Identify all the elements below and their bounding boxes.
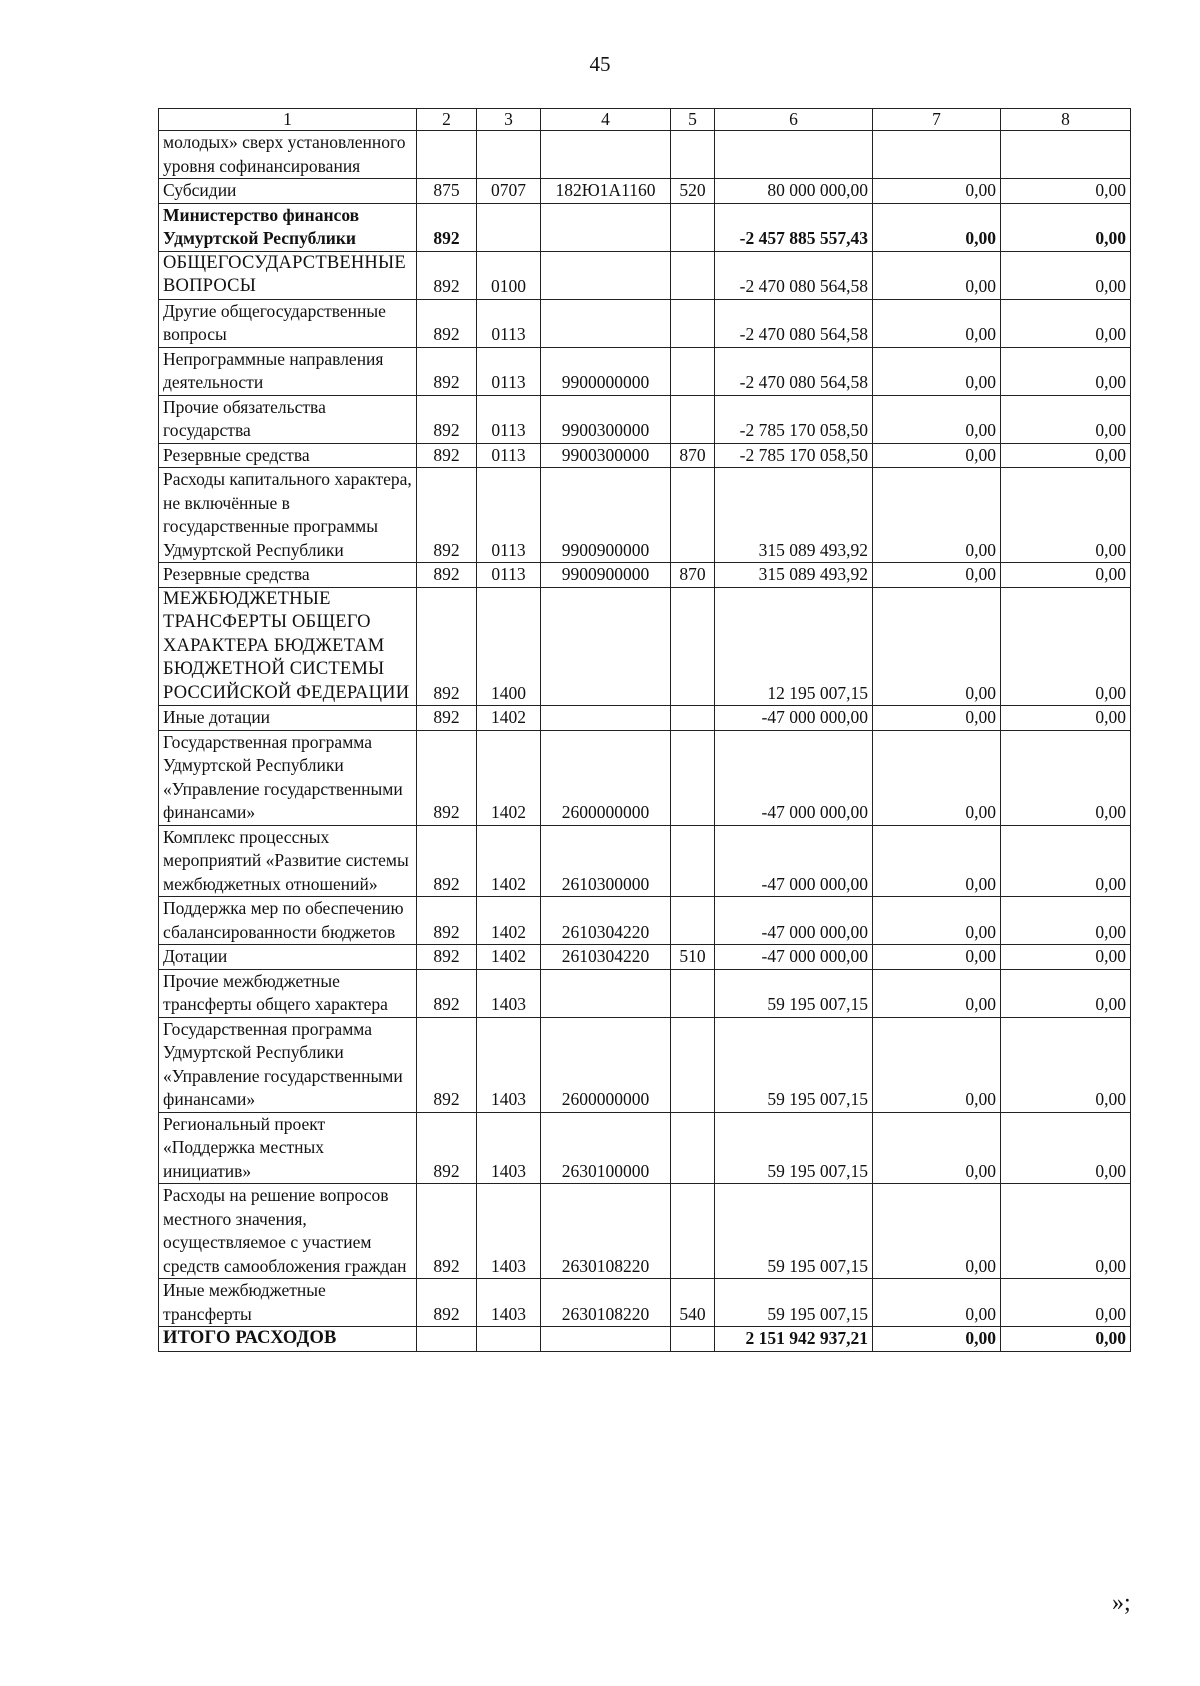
- section-code-cell: 0113: [477, 299, 541, 347]
- amount-cell-col8: 0,00: [1001, 443, 1131, 468]
- target-article-cell: [541, 203, 671, 251]
- table-row: [159, 347, 1131, 395]
- amount-cell-col8: 0,00: [1001, 825, 1131, 897]
- row-name-cell: молодых» сверх установленного уровня софинансирования: [159, 131, 417, 179]
- ministry-code-cell: 892: [417, 1017, 477, 1112]
- table-row: [159, 587, 1131, 706]
- row-name-cell: Прочие межбюджетные трансферты общего характера: [159, 969, 417, 1017]
- amount-cell-col7: 0,00: [873, 969, 1001, 1017]
- amount-cell-col6: -47 000 000,00: [715, 897, 873, 945]
- column-number: 3: [477, 109, 541, 131]
- amount-cell-col6: 59 195 007,15: [715, 1279, 873, 1327]
- row-name-cell: Комплекс процессных мероприятий «Развитие системы межбюджетных отношений»: [159, 825, 417, 897]
- row-name-cell: Дотации: [159, 945, 417, 970]
- amount-cell-col6: 2 151 942 937,21: [715, 1327, 873, 1352]
- section-code-cell: 1400: [477, 587, 541, 706]
- column-number: 8: [1001, 109, 1131, 131]
- section-code-cell: 0707: [477, 179, 541, 204]
- expense-type-cell: [671, 969, 715, 1017]
- amount-cell-col7: 0,00: [873, 299, 1001, 347]
- amount-cell-col8: 0,00: [1001, 730, 1131, 825]
- amount-cell-col7: 0,00: [873, 825, 1001, 897]
- amount-cell-col8: 0,00: [1001, 251, 1131, 299]
- target-article-cell: 2630108220: [541, 1279, 671, 1327]
- table-row: [159, 706, 1131, 731]
- ministry-code-cell: 892: [417, 468, 477, 563]
- amount-cell-col7: 0,00: [873, 468, 1001, 563]
- target-article-cell: 182Ю1А1160: [541, 179, 671, 204]
- amount-cell-col8: 0,00: [1001, 179, 1131, 204]
- ministry-code-cell: 892: [417, 203, 477, 251]
- table-row: [159, 563, 1131, 588]
- amount-cell-col8: 0,00: [1001, 706, 1131, 731]
- amount-cell-col6: -2 470 080 564,58: [715, 251, 873, 299]
- target-article-cell: 2630100000: [541, 1112, 671, 1184]
- section-code-cell: 1402: [477, 945, 541, 970]
- amount-cell-col6: -2 785 170 058,50: [715, 443, 873, 468]
- ministry-code-cell: 892: [417, 1112, 477, 1184]
- amount-cell-col7: 0,00: [873, 347, 1001, 395]
- section-code-cell: 0113: [477, 468, 541, 563]
- target-article-cell: 9900000000: [541, 347, 671, 395]
- ministry-code-cell: 892: [417, 969, 477, 1017]
- amount-cell-col6: -2 470 080 564,58: [715, 299, 873, 347]
- amount-cell-col7: 0,00: [873, 1184, 1001, 1279]
- amount-cell-col8: 0,00: [1001, 563, 1131, 588]
- expense-type-cell: [671, 1112, 715, 1184]
- table-row: [159, 179, 1131, 204]
- expense-type-cell: [671, 468, 715, 563]
- section-code-cell: 1403: [477, 1184, 541, 1279]
- section-code-cell: 0100: [477, 251, 541, 299]
- target-article-cell: [541, 251, 671, 299]
- table-row: [159, 1327, 1131, 1352]
- amount-cell-col6: -47 000 000,00: [715, 730, 873, 825]
- ministry-code-cell: 892: [417, 945, 477, 970]
- ministry-code-cell: [417, 1327, 477, 1352]
- amount-cell-col7: 0,00: [873, 179, 1001, 204]
- expense-type-cell: 540: [671, 1279, 715, 1327]
- page-number: 45: [589, 52, 611, 76]
- budget-table: [158, 108, 1131, 1352]
- amount-cell-col8: 0,00: [1001, 1017, 1131, 1112]
- amount-cell-col8: 0,00: [1001, 587, 1131, 706]
- section-code-cell: 1403: [477, 1279, 541, 1327]
- target-article-cell: [541, 969, 671, 1017]
- amount-cell-col7: 0,00: [873, 1112, 1001, 1184]
- row-name-cell: Поддержка мер по обеспечению сбалансированности бюджетов: [159, 897, 417, 945]
- amount-cell-col6: 315 089 493,92: [715, 563, 873, 588]
- ministry-code-cell: 892: [417, 706, 477, 731]
- section-code-cell: 1402: [477, 825, 541, 897]
- amount-cell-col6: 59 195 007,15: [715, 1017, 873, 1112]
- ministry-code-cell: [417, 131, 477, 179]
- table-row: [159, 945, 1131, 970]
- amount-cell-col6: 315 089 493,92: [715, 468, 873, 563]
- row-name-cell: Резервные средства: [159, 443, 417, 468]
- amount-cell-col8: 0,00: [1001, 1327, 1131, 1352]
- section-code-cell: 1403: [477, 969, 541, 1017]
- table-row: [159, 1184, 1131, 1279]
- target-article-cell: 2630108220: [541, 1184, 671, 1279]
- amount-cell-col6: 12 195 007,15: [715, 587, 873, 706]
- amount-cell-col6: -47 000 000,00: [715, 945, 873, 970]
- row-name-cell: Резервные средства: [159, 563, 417, 588]
- expense-type-cell: [671, 131, 715, 179]
- ministry-code-cell: 892: [417, 730, 477, 825]
- section-code-cell: 1402: [477, 897, 541, 945]
- row-name-cell: Непрограммные направления деятельности: [159, 347, 417, 395]
- expense-type-cell: [671, 730, 715, 825]
- section-code-cell: [477, 1327, 541, 1352]
- target-article-cell: [541, 587, 671, 706]
- table-row: [159, 251, 1131, 299]
- section-code-cell: [477, 131, 541, 179]
- ministry-code-cell: 892: [417, 347, 477, 395]
- amount-cell-col7: 0,00: [873, 1279, 1001, 1327]
- amount-cell-col7: 0,00: [873, 563, 1001, 588]
- amount-cell-col7: 0,00: [873, 730, 1001, 825]
- closing-quote-mark: »;: [1112, 1590, 1131, 1616]
- section-code-cell: 1402: [477, 706, 541, 731]
- expense-type-cell: [671, 203, 715, 251]
- target-article-cell: 9900900000: [541, 468, 671, 563]
- ministry-code-cell: 892: [417, 1184, 477, 1279]
- amount-cell-col8: 0,00: [1001, 897, 1131, 945]
- amount-cell-col7: 0,00: [873, 203, 1001, 251]
- amount-cell-col7: 0,00: [873, 706, 1001, 731]
- table-row: [159, 825, 1131, 897]
- expense-type-cell: [671, 395, 715, 443]
- target-article-cell: [541, 299, 671, 347]
- amount-cell-col7: 0,00: [873, 443, 1001, 468]
- ministry-code-cell: 892: [417, 299, 477, 347]
- target-article-cell: 9900300000: [541, 395, 671, 443]
- expense-type-cell: [671, 1017, 715, 1112]
- amount-cell-col8: 0,00: [1001, 468, 1131, 563]
- ministry-code-cell: 892: [417, 1279, 477, 1327]
- target-article-cell: 2600000000: [541, 730, 671, 825]
- row-name-cell: Субсидии: [159, 179, 417, 204]
- ministry-code-cell: 892: [417, 587, 477, 706]
- amount-cell-col8: 0,00: [1001, 1184, 1131, 1279]
- table-row: [159, 203, 1131, 251]
- target-article-cell: 2610304220: [541, 945, 671, 970]
- target-article-cell: [541, 1327, 671, 1352]
- target-article-cell: [541, 131, 671, 179]
- table-row: [159, 730, 1131, 825]
- target-article-cell: 2600000000: [541, 1017, 671, 1112]
- target-article-cell: 9900300000: [541, 443, 671, 468]
- table-row: [159, 468, 1131, 563]
- amount-cell-col7: 0,00: [873, 395, 1001, 443]
- amount-cell-col7: [873, 131, 1001, 179]
- amount-cell-col6: -2 470 080 564,58: [715, 347, 873, 395]
- amount-cell-col8: 0,00: [1001, 1279, 1131, 1327]
- target-article-cell: 9900900000: [541, 563, 671, 588]
- target-article-cell: [541, 706, 671, 731]
- amount-cell-col6: [715, 131, 873, 179]
- row-name-cell: Прочие обязательства государства: [159, 395, 417, 443]
- column-number: 5: [671, 109, 715, 131]
- amount-cell-col6: -2 457 885 557,43: [715, 203, 873, 251]
- row-name-cell: Государственная программа Удмуртской Республики «Управление государственными финансами»: [159, 1017, 417, 1112]
- expense-type-cell: [671, 251, 715, 299]
- expense-type-cell: 510: [671, 945, 715, 970]
- row-name-cell: ОБЩЕГОСУДАРСТВЕННЫЕ ВОПРОСЫ: [159, 251, 417, 299]
- column-number: 4: [541, 109, 671, 131]
- row-name-cell: Иные межбюджетные трансферты: [159, 1279, 417, 1327]
- amount-cell-col7: 0,00: [873, 897, 1001, 945]
- section-code-cell: 0113: [477, 347, 541, 395]
- expense-type-cell: 520: [671, 179, 715, 204]
- ministry-code-cell: 892: [417, 825, 477, 897]
- table-body: [159, 131, 1131, 1352]
- amount-cell-col7: 0,00: [873, 1017, 1001, 1112]
- ministry-code-cell: 875: [417, 179, 477, 204]
- target-article-cell: 2610300000: [541, 825, 671, 897]
- column-number: 1: [159, 109, 417, 131]
- ministry-code-cell: 892: [417, 395, 477, 443]
- table-row: [159, 1279, 1131, 1327]
- row-name-cell: Иные дотации: [159, 706, 417, 731]
- amount-cell-col7: 0,00: [873, 1327, 1001, 1352]
- ministry-code-cell: 892: [417, 443, 477, 468]
- amount-cell-col6: 80 000 000,00: [715, 179, 873, 204]
- column-number: 6: [715, 109, 873, 131]
- table-row: [159, 395, 1131, 443]
- row-name-cell: Государственная программа Удмуртской Республики «Управление государственными финансами»: [159, 730, 417, 825]
- amount-cell-col8: 0,00: [1001, 969, 1131, 1017]
- expense-type-cell: 870: [671, 563, 715, 588]
- expense-type-cell: 870: [671, 443, 715, 468]
- amount-cell-col6: -2 785 170 058,50: [715, 395, 873, 443]
- amount-cell-col6: -47 000 000,00: [715, 825, 873, 897]
- column-number: 7: [873, 109, 1001, 131]
- amount-cell-col7: 0,00: [873, 251, 1001, 299]
- amount-cell-col8: 0,00: [1001, 203, 1131, 251]
- amount-cell-col6: -47 000 000,00: [715, 706, 873, 731]
- row-name-cell: Региональный проект «Поддержка местных инициатив»: [159, 1112, 417, 1184]
- section-code-cell: 0113: [477, 443, 541, 468]
- amount-cell-col6: 59 195 007,15: [715, 969, 873, 1017]
- ministry-code-cell: 892: [417, 897, 477, 945]
- table-row: [159, 131, 1131, 179]
- amount-cell-col8: 0,00: [1001, 299, 1131, 347]
- expense-type-cell: [671, 706, 715, 731]
- section-code-cell: 0113: [477, 563, 541, 588]
- amount-cell-col6: 59 195 007,15: [715, 1112, 873, 1184]
- amount-cell-col7: 0,00: [873, 945, 1001, 970]
- amount-cell-col8: 0,00: [1001, 1112, 1131, 1184]
- table-row: [159, 443, 1131, 468]
- section-code-cell: 0113: [477, 395, 541, 443]
- table-row: [159, 897, 1131, 945]
- amount-cell-col6: 59 195 007,15: [715, 1184, 873, 1279]
- row-name-cell: Расходы капитального характера, не включённые в государственные программы Удмуртской Республики: [159, 468, 417, 563]
- table-row: [159, 969, 1131, 1017]
- expense-type-cell: [671, 825, 715, 897]
- target-article-cell: 2610304220: [541, 897, 671, 945]
- expense-type-cell: [671, 1327, 715, 1352]
- table-row: [159, 1017, 1131, 1112]
- section-code-cell: 1403: [477, 1112, 541, 1184]
- expense-type-cell: [671, 299, 715, 347]
- row-name-cell: ИТОГО РАСХОДОВ: [159, 1327, 417, 1352]
- section-code-cell: 1403: [477, 1017, 541, 1112]
- ministry-code-cell: 892: [417, 563, 477, 588]
- amount-cell-col8: [1001, 131, 1131, 179]
- column-number: 2: [417, 109, 477, 131]
- expense-type-cell: [671, 1184, 715, 1279]
- table-row: [159, 299, 1131, 347]
- section-code-cell: 1402: [477, 730, 541, 825]
- row-name-cell: Министерство финансов Удмуртской Республики: [159, 203, 417, 251]
- column-number-row: [159, 109, 1131, 131]
- expense-type-cell: [671, 587, 715, 706]
- ministry-code-cell: 892: [417, 251, 477, 299]
- row-name-cell: Расходы на решение вопросов местного значения, осуществляемое с участием средств самообложения граждан: [159, 1184, 417, 1279]
- amount-cell-col7: 0,00: [873, 587, 1001, 706]
- amount-cell-col8: 0,00: [1001, 347, 1131, 395]
- table-row: [159, 1112, 1131, 1184]
- expense-type-cell: [671, 347, 715, 395]
- amount-cell-col8: 0,00: [1001, 395, 1131, 443]
- expense-type-cell: [671, 897, 715, 945]
- amount-cell-col8: 0,00: [1001, 945, 1131, 970]
- section-code-cell: [477, 203, 541, 251]
- row-name-cell: МЕЖБЮДЖЕТНЫЕ ТРАНСФЕРТЫ ОБЩЕГО ХАРАКТЕРА БЮДЖЕТАМ БЮДЖЕТНОЙ СИСТЕМЫ РОССИЙСКОЙ ФЕДЕРАЦИИ: [159, 587, 417, 706]
- row-name-cell: Другие общегосударственные вопросы: [159, 299, 417, 347]
